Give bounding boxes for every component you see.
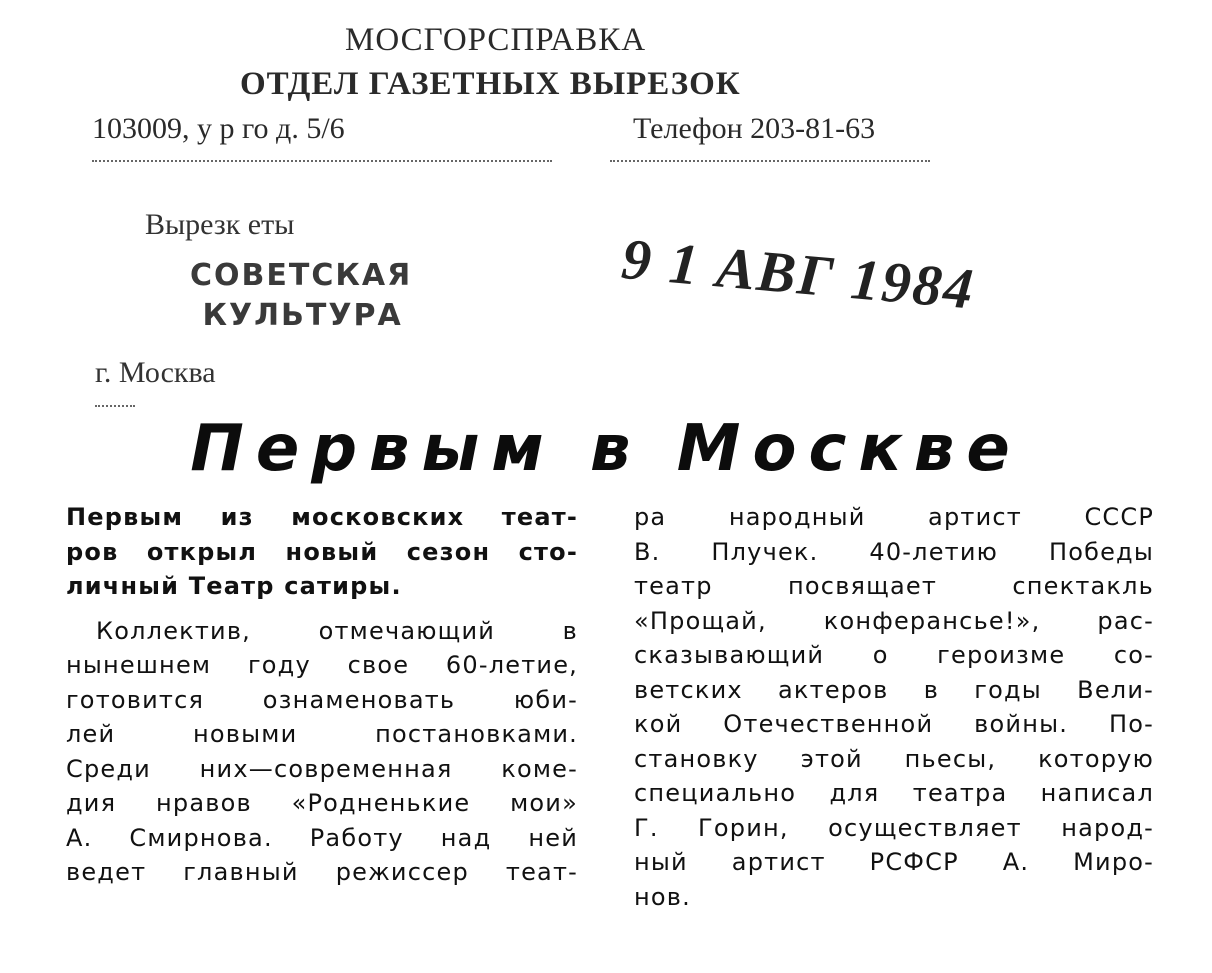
body-line: нов. [634, 882, 691, 911]
body-line: специально для театра написал [634, 779, 1154, 807]
body-line: А. Смирнова. Работу над ней [66, 823, 578, 852]
department-name: ОТДЕЛ ГАЗЕТНЫХ ВЫРЕЗОК [240, 66, 741, 102]
body-line: ведет главный режиссер теат- [66, 858, 578, 886]
body-line: готовится ознаменовать юби- [66, 685, 578, 714]
body-line: кой Отечественной войны. По- [634, 710, 1154, 738]
body-line: В. Плучек. 40-летию Победы [634, 537, 1154, 566]
newspaper-name-stamp: СОВЕТСКАЯ КУЛЬТУРА [190, 258, 413, 333]
body-line: ный артист РСФСР А. Миро- [634, 848, 1154, 876]
phone-underline [610, 160, 930, 162]
date-stamp: 9 1 АВГ 1984 [619, 225, 978, 322]
body-line: сказывающий о героизме со- [634, 641, 1154, 669]
body-line: дия нравов «Родненькие мои» [66, 789, 578, 817]
article-left-column [66, 500, 578, 890]
article-right-column [634, 500, 1154, 914]
clipping-label: Вырезк еты [145, 208, 295, 241]
body-line: Среди них—современная коме- [66, 754, 578, 783]
body-line: «Прощай, конферансье!», рас- [634, 606, 1154, 635]
city-underline [95, 405, 135, 407]
body-line: театр посвящает спектакль [634, 572, 1154, 600]
address-underline [92, 160, 552, 162]
lead-line: Первым из московских теат- [66, 503, 578, 531]
body-line: ра народный артист СССР [634, 503, 1154, 531]
body-line: ветских актеров в годы Вели- [634, 675, 1154, 704]
body-line: лей новыми постановками. [66, 720, 578, 748]
body-line: становку этой пьесы, которую [634, 744, 1154, 773]
article-headline: Первым в Москве [190, 412, 1022, 486]
lead-line: ров открыл новый сезон сто- [66, 537, 578, 566]
city-label: г. Москва [95, 356, 216, 389]
phone-number: Телефон 203-81-63 [633, 112, 876, 145]
body-line: нынешнем году свое 60-летие, [66, 651, 578, 679]
body-line: Коллектив, отмечающий в [96, 616, 578, 645]
address: 103009, у р го д. 5/6 [92, 112, 345, 145]
lead-line: личный Театр сатиры. [66, 572, 402, 600]
organization-name: МОСГОРСПРАВКА [345, 22, 647, 58]
body-line: Г. Горин, осуществляет народ- [634, 813, 1154, 842]
